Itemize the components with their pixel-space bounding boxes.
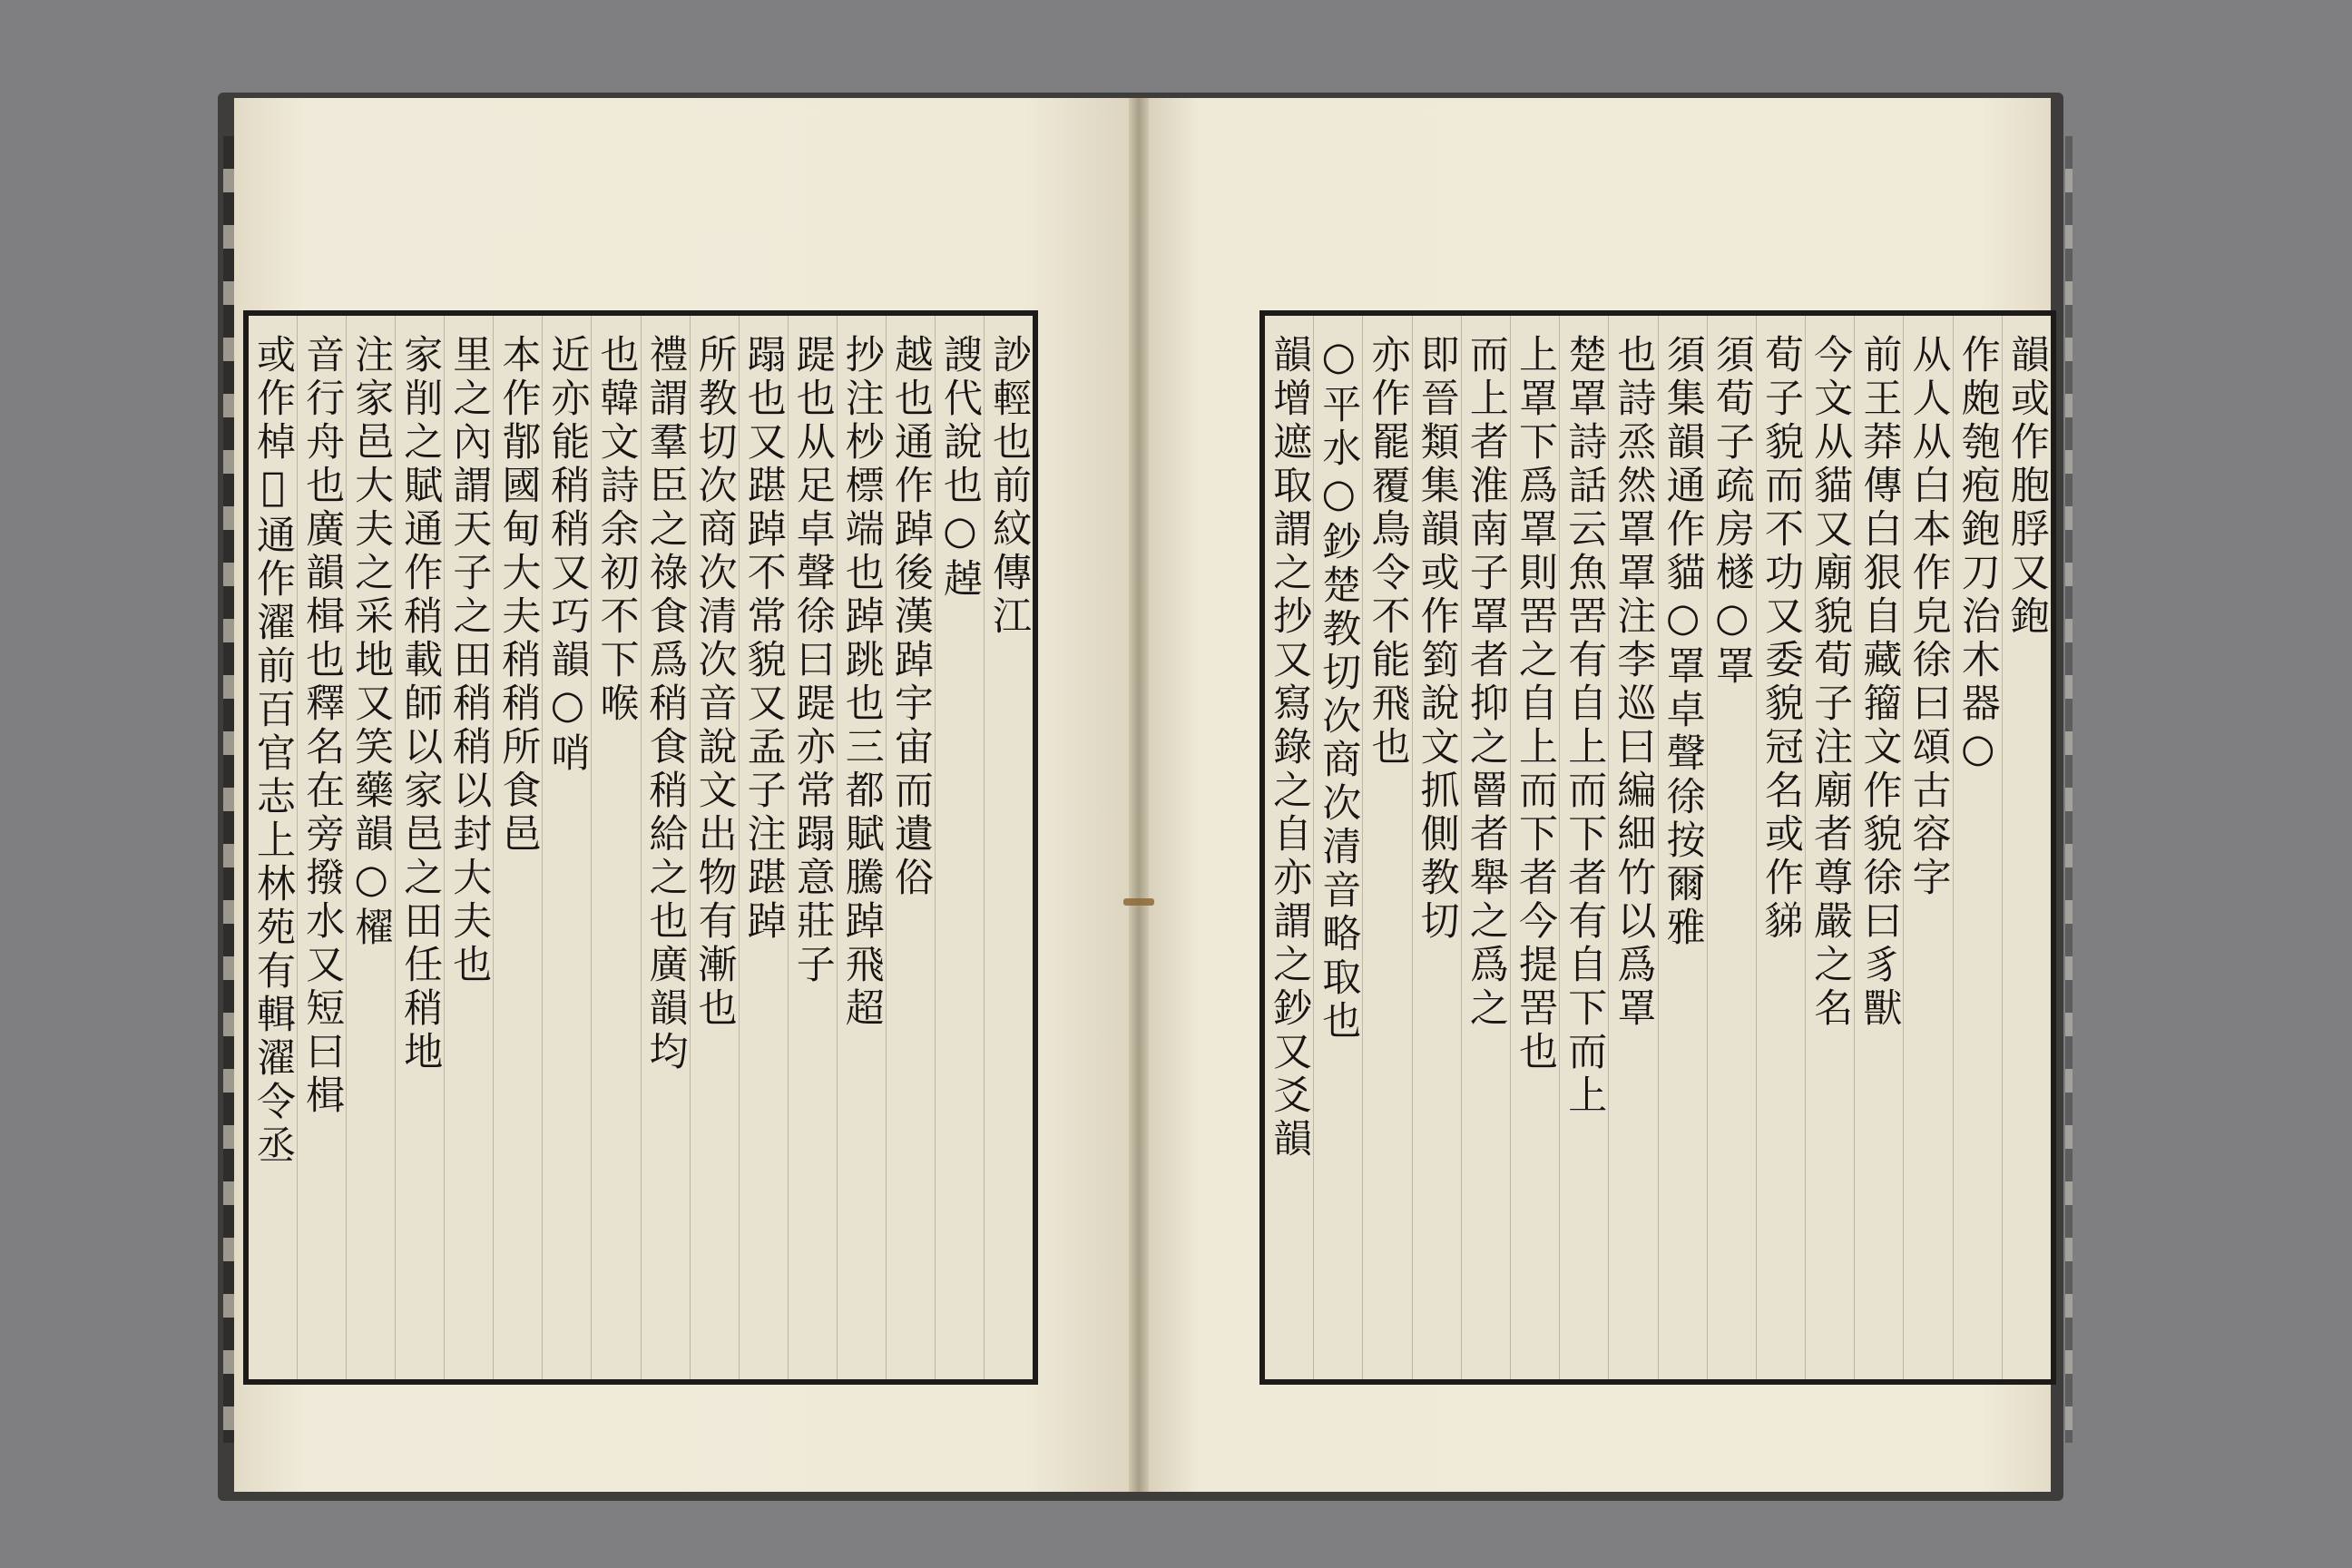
- text-column: 須荀子疏房檖○罩: [1707, 316, 1756, 1379]
- text-column: 禮謂羣臣之祿食爲稍食稍給之也廣韻均: [641, 316, 690, 1379]
- text-column: 亦作罷覆鳥令不能飛也: [1362, 316, 1411, 1379]
- text-column: 上罩下爲罩則罟之自上而下者今提罟也: [1510, 316, 1559, 1379]
- text-column: 作皰匏疱鉋刀治木器○: [1953, 316, 2002, 1379]
- text-column: 荀子貌而不功又委貌冠名或作𧳋: [1756, 316, 1805, 1379]
- text-column: 所教切次商次清次音說文出物有漸也: [690, 316, 739, 1379]
- text-column: 蹋也又踸踔不常貌又孟子注踸踔: [739, 316, 788, 1379]
- text-column: 音行舟也廣韻楫也釋名在旁撥水又短曰楫: [297, 316, 346, 1379]
- page-edges-right: [2065, 136, 2073, 1443]
- text-column: 踶也从足卓聲徐曰踶亦常蹋意莊子: [788, 316, 837, 1379]
- text-column: 前王莽傳白狠自藏籀文作貌徐曰豸獸: [1854, 316, 1903, 1379]
- text-column: 楚罩詩話云魚罟有自上而下者有自下而上: [1559, 316, 1608, 1379]
- text-column: ○平水○鈔楚教切次商次清音略取也: [1313, 316, 1362, 1379]
- text-column: 里之內謂天子之田稍稍以封大夫也: [444, 316, 493, 1379]
- text-column: 从人从白本作皃徐曰頌古容字: [1903, 316, 1952, 1379]
- text-column: 韻增遮取謂之抄又寫錄之自亦謂之鈔又爻韻: [1267, 334, 1313, 1161]
- text-column: 抄注杪標端也踔跳也三都賦騰踔飛超: [837, 316, 886, 1379]
- text-column: 謏代說也○趠: [935, 316, 984, 1379]
- right-print-block: [1259, 310, 2056, 1385]
- text-column: 也韓文詩余初不下喉: [591, 316, 640, 1379]
- text-column: 訬輕也前紋傳江: [984, 316, 1033, 1379]
- text-column: 今文从貓又廟貌荀子注廟者尊嚴之名: [1805, 316, 1854, 1379]
- text-column: 韻或作胞脬又鉋: [2002, 316, 2051, 1379]
- text-column: 須集韻通作貓○罩卓聲徐按爾雅: [1658, 316, 1707, 1379]
- text-column: 注家邑大夫之采地又笑藥韻○櫂: [346, 316, 395, 1379]
- text-column: 而上者淮南子罩者抑之罾者舉之爲之: [1461, 316, 1510, 1379]
- text-column: 也詩烝然罩罩注李巡曰編細竹以爲罩: [1608, 316, 1657, 1379]
- text-column: 家削之賦通作稍載師以家邑之田任稍地: [395, 316, 444, 1379]
- text-column: 或作棹𣚶通作濯前百官志上林苑有輯濯令丞: [250, 334, 297, 1168]
- text-column: 近亦能稍稍又巧韻○哨: [542, 316, 591, 1379]
- book-gutter: [1129, 98, 1149, 1492]
- text-column: 越也通作踔後漢踔宇宙而遺俗: [886, 316, 935, 1379]
- text-column: 即晉類集韻或作箌說文抓側教切: [1412, 316, 1461, 1379]
- binding-thread: [1123, 898, 1154, 906]
- left-print-block: [243, 310, 1038, 1385]
- text-column: 本作鄁國甸大夫稍稍所食邑: [493, 316, 542, 1379]
